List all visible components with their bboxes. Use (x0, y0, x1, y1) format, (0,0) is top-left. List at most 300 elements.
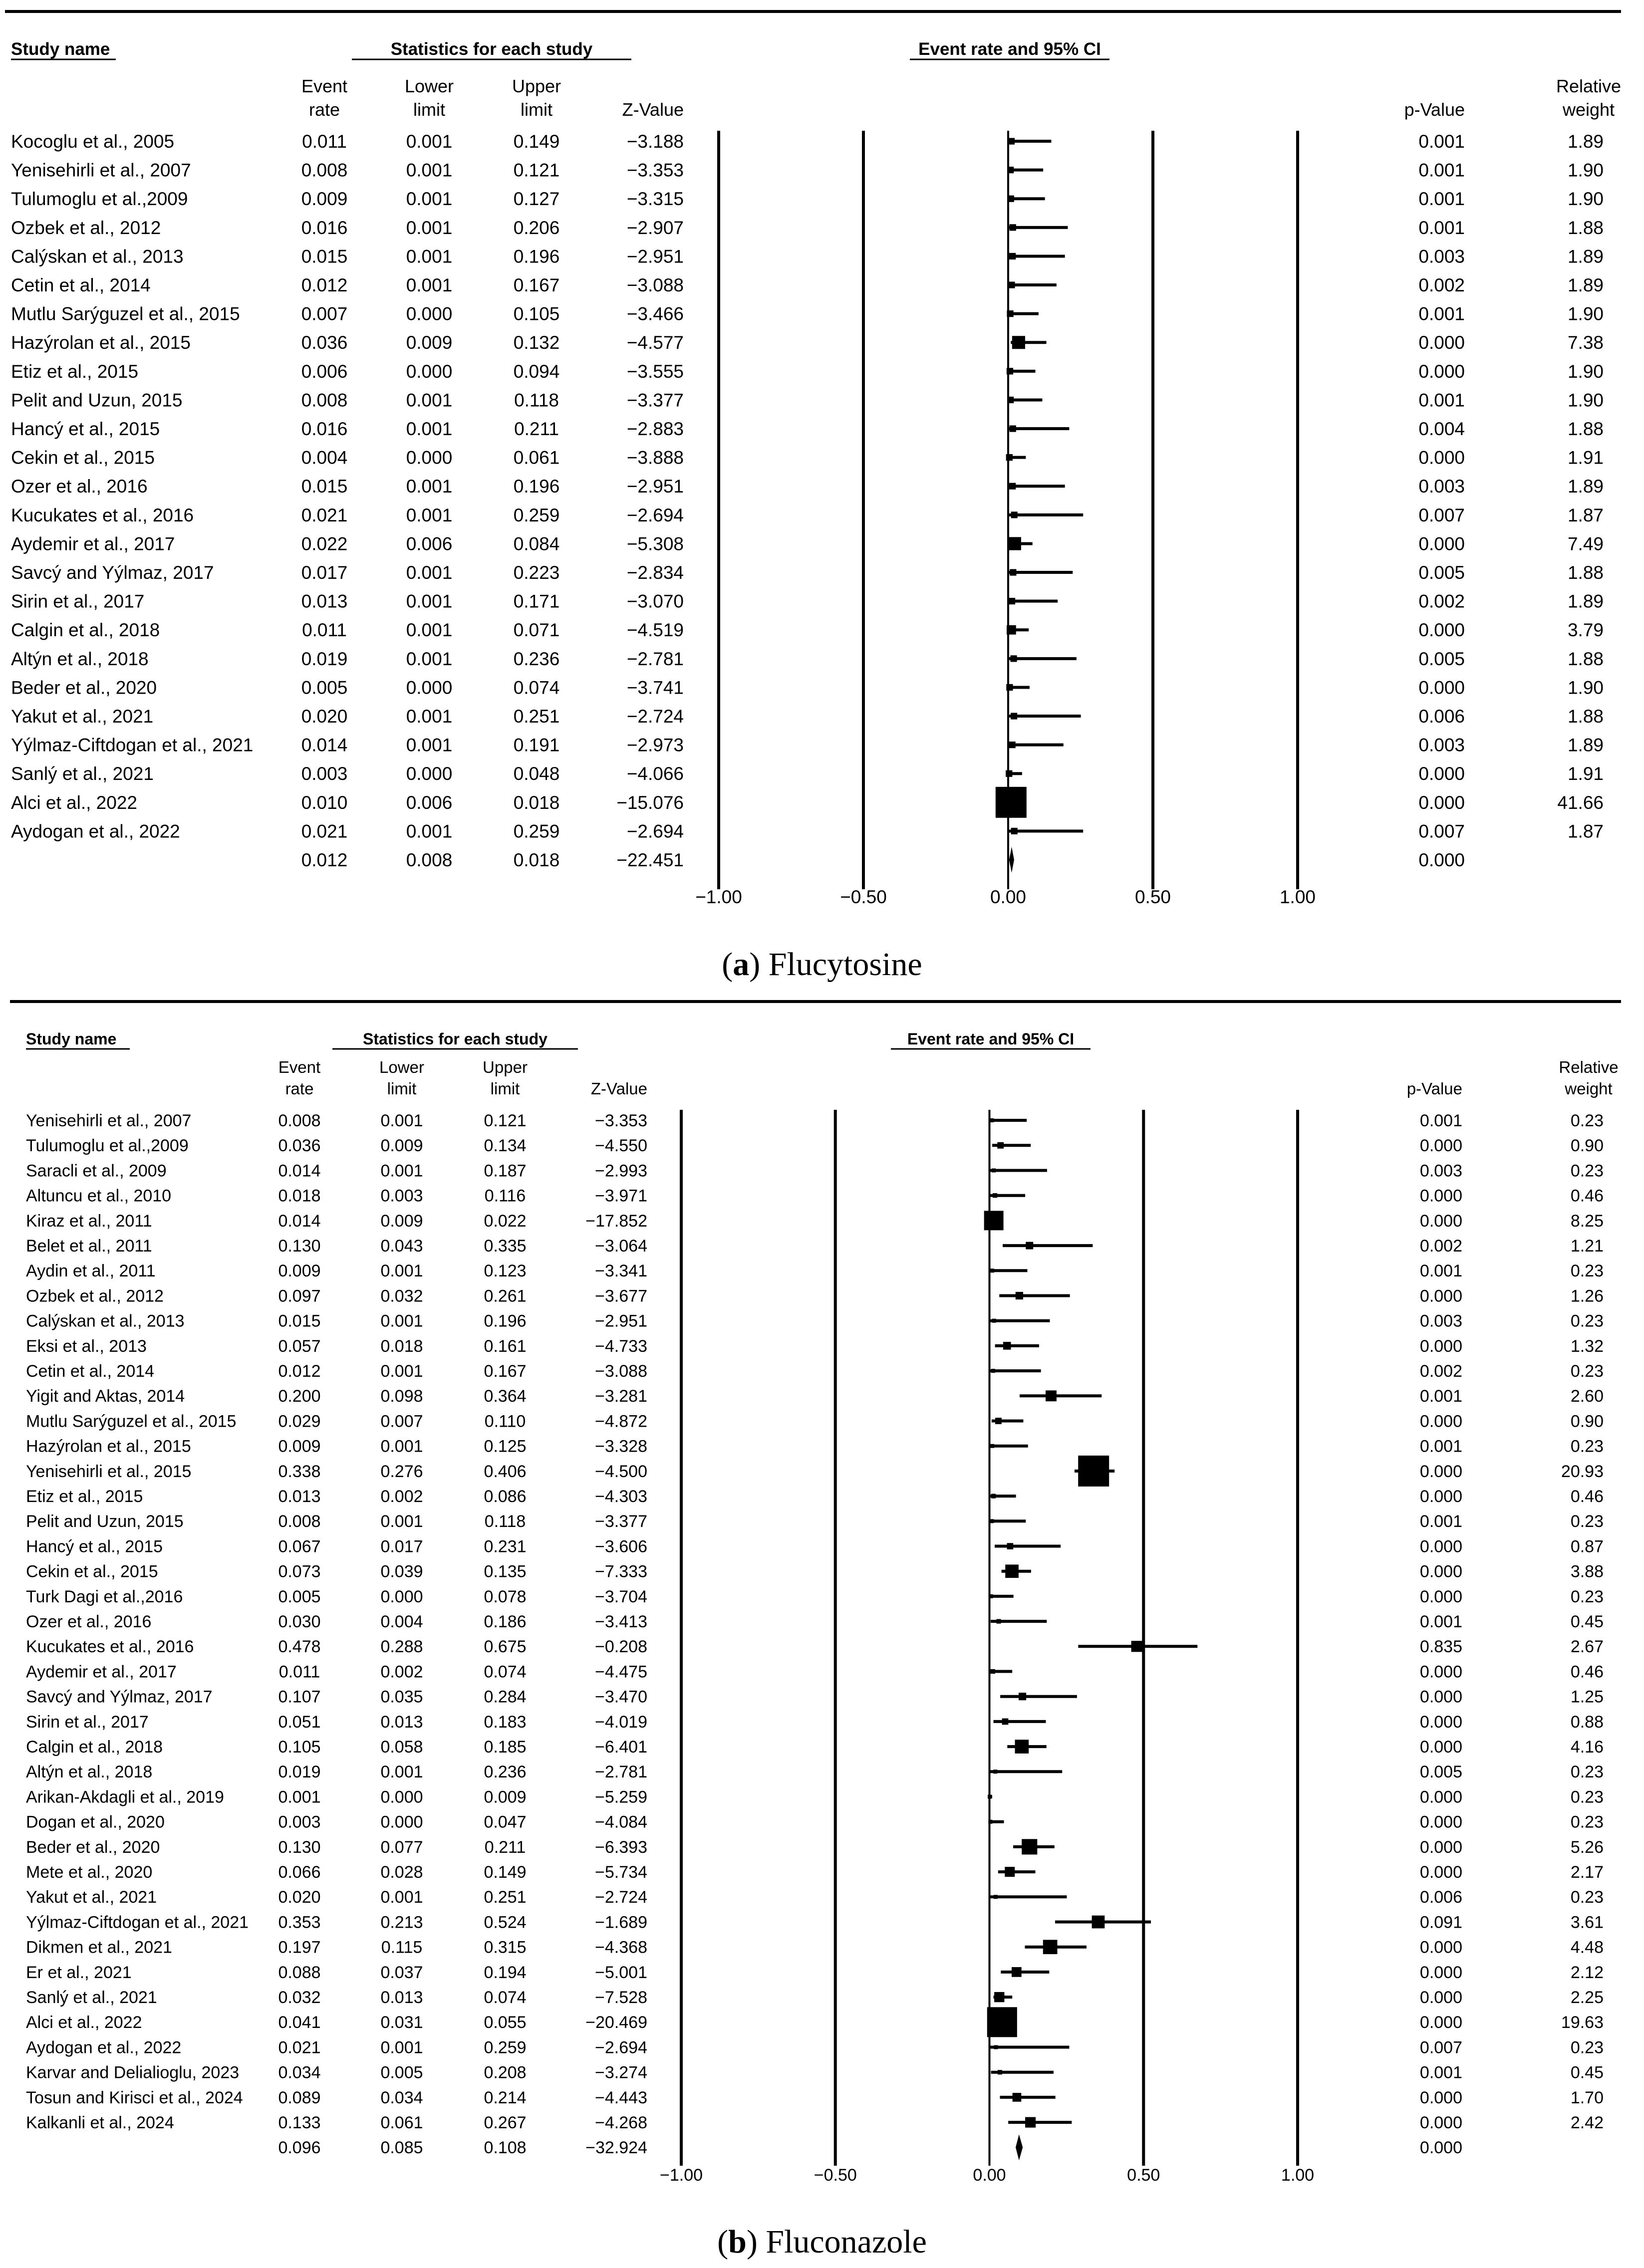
p1-upper-limit-value: 0.118 (484, 1512, 526, 1531)
p1-relative-weight-value: 0.87 (1570, 1537, 1604, 1556)
p1-event-rate-value: 0.036 (278, 1136, 321, 1156)
p0-point-estimate-marker (1007, 397, 1014, 403)
p0-study-name: Mutlu Sarýguzel et al., 2015 (11, 303, 240, 324)
p1-study-name: Etiz et al., 2015 (26, 1487, 143, 1506)
p1-lower-limit-value: 0.288 (380, 1637, 423, 1657)
p1-p-value: 0.003 (1419, 1311, 1462, 1331)
p1-event-rate-value: 0.003 (278, 1812, 321, 1832)
p1-event-rate-value: 0.005 (278, 1587, 321, 1606)
p1-relative-weight-value: 0.23 (1570, 1362, 1604, 1381)
p1-upper-limit-value: 0.135 (484, 1562, 527, 1581)
p1-study-name: Calýskan et al., 2013 (26, 1311, 185, 1331)
p1-p-value: 0.000 (1419, 1186, 1462, 1206)
p0-upper-limit-value: 0.191 (513, 735, 560, 756)
p1-upper-limit-value: 0.261 (484, 1286, 527, 1306)
caption-a: (a) Flucytosine (722, 946, 922, 983)
p1-z-value: −4.500 (595, 1462, 647, 1481)
p0-relative-weight-value: 1.89 (1567, 476, 1604, 497)
p1-z-value: −5.734 (595, 1863, 647, 1882)
p0-event-rate-value: 0.009 (301, 189, 348, 210)
p1-relative-weight-value: 0.23 (1570, 2038, 1604, 2057)
p1-point-estimate-marker (988, 1820, 992, 1824)
p1-upper-limit-value: 0.123 (484, 1261, 527, 1281)
p1-study-name: Dogan et al., 2020 (26, 1812, 165, 1832)
p1-upper-limit-value: 0.335 (484, 1237, 527, 1256)
p0-study-name: Hazýrolan et al., 2015 (11, 332, 191, 353)
p1-p-value: 0.003 (1419, 1161, 1462, 1181)
p1-point-estimate-marker (1007, 1543, 1014, 1549)
p1-relative-weight-value: 2.17 (1570, 1863, 1604, 1882)
p1-p-value: 0.000 (1419, 1136, 1462, 1156)
p1-x-tick-label: −0.50 (814, 2166, 857, 2185)
p1-study-name: Yenisehirli et al., 2015 (26, 1462, 192, 1481)
p1-p-value: 0.000 (1419, 1837, 1462, 1857)
p1-point-estimate-marker (1003, 1342, 1011, 1350)
p1-event-rate-value: 0.200 (278, 1387, 321, 1406)
p1-upper-limit-value: 0.236 (484, 1763, 527, 1782)
p0-lower-limit-value: 0.001 (406, 131, 453, 152)
p1-event-rate-value: 0.034 (278, 2063, 321, 2082)
p0-lower-limit-value: 0.000 (406, 303, 453, 324)
p1-event-rate-value: 0.057 (278, 1336, 321, 1356)
p1-lower-limit-value: 0.001 (380, 1161, 423, 1181)
p0-study-name: Hancý et al., 2015 (11, 419, 160, 439)
p0-relative-weight-value: 1.90 (1567, 189, 1604, 210)
p0-z-value: −3.466 (626, 303, 684, 324)
p0-p-value: 0.006 (1418, 706, 1465, 727)
p1-study-name: Eksi et al., 2013 (26, 1336, 147, 1356)
p0-z-value: −3.070 (626, 591, 684, 612)
p1-lower-limit-value: 0.037 (380, 1963, 423, 1982)
p1-relative-weight-value: 0.45 (1570, 2063, 1604, 2082)
p1-relative-weight-value: 0.23 (1570, 1261, 1604, 1281)
p1-x-tick-label: −1.00 (659, 2166, 703, 2185)
p1-point-estimate-marker (1002, 1719, 1009, 1725)
p1-point-estimate-marker (1015, 1740, 1029, 1754)
p1-relative-weight-value: 0.88 (1570, 1712, 1604, 1732)
p0-upper-limit-value: 0.127 (513, 189, 560, 210)
p1-p-value: 0.000 (1419, 2113, 1462, 2132)
p0-upper-limit-value: 0.236 (513, 648, 560, 669)
p0-p-value-header: p-Value (1404, 99, 1465, 120)
p0-event-rate-value: 0.012 (301, 275, 348, 295)
p1-z-value: −5.259 (595, 1787, 647, 1807)
p1-lower-limit-value: 0.002 (380, 1662, 423, 1682)
p1-point-estimate-marker (984, 1211, 1004, 1230)
p0-relative-weight-value: 1.89 (1567, 131, 1604, 152)
p0-upper-limit-value: 0.196 (513, 246, 560, 267)
p0-p-value: 0.000 (1418, 620, 1465, 641)
p1-point-estimate-marker (1131, 1641, 1142, 1652)
p1-z-value: −2.781 (595, 1763, 647, 1782)
p1-p-value: 0.001 (1419, 1512, 1462, 1531)
p1-point-estimate-marker (1025, 2117, 1036, 2128)
p0-relative-weight-value: 1.89 (1567, 735, 1604, 756)
p0-lower-limit-header-2: limit (413, 99, 445, 120)
p0-upper-limit-value: 0.167 (513, 275, 560, 295)
p1-lower-limit-value: 0.001 (380, 1888, 423, 1907)
p0-z-value: −4.519 (626, 620, 684, 641)
p0-study-name: Pelit and Uzun, 2015 (11, 390, 183, 411)
p1-x-tick-label: 0.00 (973, 2166, 1006, 2185)
p1-upper-limit-value: 0.009 (484, 1787, 527, 1807)
p0-z-value: −3.088 (626, 275, 684, 295)
p0-relative-weight-value: 1.88 (1567, 648, 1604, 669)
p1-summary-diamond (1016, 2134, 1023, 2160)
p0-event-rate-value: 0.005 (301, 677, 348, 698)
p1-upper-limit-value: 0.251 (484, 1888, 527, 1907)
p1-p-value-header: p-Value (1406, 1079, 1462, 1098)
p0-event-rate-value: 0.016 (301, 217, 348, 238)
p0-event-rate-value: 0.011 (302, 131, 347, 152)
p0-summary-lower-limit: 0.008 (406, 850, 453, 870)
p1-point-estimate-marker (997, 1142, 1004, 1149)
p0-point-estimate-marker (1006, 770, 1012, 777)
p1-relative-weight-value: 0.23 (1570, 1512, 1604, 1531)
p1-z-value: −2.724 (595, 1888, 647, 1907)
p1-relative-weight-value: 0.23 (1570, 1111, 1604, 1130)
p0-lower-limit-value: 0.000 (406, 447, 453, 468)
p1-p-value: 0.001 (1419, 1111, 1462, 1130)
p1-z-value: −7.528 (595, 1988, 647, 2007)
p1-lower-limit-value: 0.028 (380, 1863, 423, 1882)
p0-relative-weight-value: 1.88 (1567, 217, 1604, 238)
p0-p-value: 0.001 (1418, 131, 1465, 152)
p0-point-estimate-marker (1009, 253, 1016, 259)
p0-study-name: Kucukates et al., 2016 (11, 504, 194, 525)
p0-event-rate-value: 0.014 (301, 735, 348, 756)
p0-p-value: 0.005 (1418, 562, 1465, 583)
p1-event-rate-value: 0.030 (278, 1612, 321, 1631)
caption-b: (b) Fluconazole (717, 2224, 927, 2260)
p0-event-rate-value: 0.004 (301, 447, 348, 468)
p1-point-estimate-marker (1026, 1242, 1033, 1250)
p0-event-rate-value: 0.010 (301, 792, 348, 813)
p0-study-name: Savcý and Yýlmaz, 2017 (11, 562, 214, 583)
p0-event-rate-value: 0.022 (301, 533, 348, 554)
p1-lower-limit-value: 0.035 (380, 1687, 423, 1707)
p0-p-value: 0.007 (1418, 821, 1465, 842)
p1-lower-limit-value: 0.007 (380, 1412, 423, 1431)
p1-upper-limit-value: 0.125 (484, 1437, 527, 1456)
p0-study-name: Aydemir et al., 2017 (11, 533, 175, 554)
p1-lower-limit-value: 0.001 (380, 1437, 423, 1456)
p0-upper-limit-value: 0.149 (513, 131, 560, 152)
p0-summary-upper-limit: 0.018 (513, 850, 560, 870)
p1-lower-limit-value: 0.001 (380, 1311, 423, 1331)
p0-relative-weight-value: 1.89 (1567, 246, 1604, 267)
p1-summary-p-value: 0.000 (1419, 2138, 1462, 2158)
p1-study-name: Alci et al., 2022 (26, 2013, 142, 2032)
p1-lower-limit-value: 0.043 (380, 1237, 423, 1256)
p0-relative-weight-value: 1.88 (1567, 562, 1604, 583)
p0-p-value: 0.003 (1418, 246, 1465, 267)
p1-point-estimate-marker (994, 1992, 1004, 2002)
p0-z-value: −2.973 (626, 735, 684, 756)
p1-event-rate-value: 0.130 (278, 1837, 321, 1857)
p0-event-rate-value: 0.006 (301, 361, 348, 382)
p1-event-rate-value: 0.014 (278, 1211, 321, 1231)
p1-event-rate-value: 0.353 (278, 1913, 321, 1932)
p1-lower-limit-value: 0.017 (380, 1537, 423, 1556)
p1-upper-limit-value: 0.134 (484, 1136, 527, 1156)
p0-p-value: 0.000 (1418, 792, 1465, 813)
p1-relative-weight-value: 4.16 (1570, 1738, 1604, 1757)
p1-upper-limit-value: 0.284 (484, 1687, 527, 1707)
p1-lower-limit-value: 0.000 (380, 1787, 423, 1807)
p1-summary-event-rate: 0.096 (278, 2138, 321, 2158)
p1-study-name: Saracli et al., 2009 (26, 1161, 167, 1181)
p1-point-estimate-marker (996, 1619, 1001, 1624)
p0-p-value: 0.002 (1418, 275, 1465, 295)
p1-lower-limit-value: 0.003 (380, 1186, 423, 1206)
p1-z-value: −2.951 (595, 1311, 647, 1331)
p0-event-rate-value: 0.036 (301, 332, 348, 353)
p0-p-value: 0.001 (1418, 189, 1465, 210)
p0-relative-weight-value: 7.49 (1567, 533, 1604, 554)
p0-stats-group-header: Statistics for each study (390, 39, 593, 59)
p1-p-value: 0.000 (1419, 1487, 1462, 1506)
p1-relative-weight-value: 0.46 (1570, 1662, 1604, 1682)
p1-z-value: −2.993 (595, 1161, 647, 1181)
p0-x-tick-label: 0.00 (990, 887, 1027, 907)
p1-study-name: Sirin et al., 2017 (26, 1712, 149, 1732)
p0-lower-limit-value: 0.001 (406, 706, 453, 727)
p1-event-rate-value: 0.073 (278, 1562, 321, 1581)
p1-z-value: −7.333 (595, 1562, 647, 1581)
p0-study-name: Yýlmaz-Ciftdogan et al., 2021 (11, 735, 254, 756)
p1-relative-weight-value: 0.23 (1570, 1161, 1604, 1181)
p1-upper-limit-header: Upper (483, 1058, 528, 1076)
p0-upper-limit-value: 0.071 (513, 620, 560, 641)
p1-lower-limit-value: 0.032 (380, 1286, 423, 1306)
p0-p-value: 0.001 (1418, 303, 1465, 324)
p1-point-estimate-marker (988, 1795, 992, 1799)
p0-point-estimate-marker (1007, 368, 1013, 374)
p1-point-estimate-marker (995, 1418, 1002, 1424)
p0-point-estimate-marker (1008, 281, 1015, 288)
p0-study-name: Sirin et al., 2017 (11, 591, 145, 612)
p0-study-name: Calgin et al., 2018 (11, 620, 160, 641)
p0-z-value: −2.781 (626, 648, 684, 669)
p1-upper-limit-value: 0.167 (484, 1362, 527, 1381)
p1-study-name: Calgin et al., 2018 (26, 1738, 163, 1757)
p1-z-value: −3.353 (595, 1111, 647, 1130)
p1-event-rate-value: 0.066 (278, 1863, 321, 1882)
p0-relative-weight-value: 1.90 (1567, 677, 1604, 698)
p0-lower-limit-value: 0.001 (406, 419, 453, 439)
p1-top-rule (10, 1000, 1621, 1003)
p1-relative-weight-value: 0.23 (1570, 1437, 1604, 1456)
p1-relative-weight-header-2: weight (1565, 1079, 1613, 1098)
p1-p-value: 0.000 (1419, 1211, 1462, 1231)
p0-summary-z-value: −22.451 (616, 850, 684, 870)
p1-point-estimate-marker (990, 1118, 994, 1122)
p1-p-value: 0.000 (1419, 1863, 1462, 1882)
p1-lower-limit-value: 0.039 (380, 1562, 423, 1581)
p1-plot-group-header: Event rate and 95% CI (907, 1030, 1075, 1048)
p0-event-rate-value: 0.008 (301, 160, 348, 181)
p0-relative-weight-value: 1.90 (1567, 160, 1604, 181)
p0-lower-limit-value: 0.001 (406, 189, 453, 210)
p0-upper-limit-value: 0.259 (513, 821, 560, 842)
p1-z-value: −5.001 (595, 1963, 647, 1982)
p0-x-tick-label: 1.00 (1279, 887, 1316, 907)
p1-p-value: 0.001 (1419, 1612, 1462, 1631)
p0-study-name: Cetin et al., 2014 (11, 275, 151, 295)
p1-relative-weight-value: 0.45 (1570, 1612, 1604, 1631)
p1-z-value: −3.413 (595, 1612, 647, 1631)
p0-relative-weight-header: Relative (1556, 76, 1622, 96)
p0-p-value: 0.001 (1418, 160, 1465, 181)
p0-z-value: −3.888 (626, 447, 684, 468)
p0-event-rate-value: 0.017 (301, 562, 348, 583)
p1-z-value: −20.469 (585, 2013, 647, 2032)
p0-z-value: −4.577 (626, 332, 684, 353)
p0-study-name: Ozbek et al., 2012 (11, 217, 161, 238)
p0-lower-limit-value: 0.001 (406, 275, 453, 295)
p1-relative-weight-value: 0.46 (1570, 1186, 1604, 1206)
p0-lower-limit-value: 0.001 (406, 735, 453, 756)
p0-study-name: Yenisehirli et al., 2007 (11, 160, 191, 181)
p1-z-value: −6.401 (595, 1738, 647, 1757)
p1-p-value: 0.000 (1419, 2088, 1462, 2107)
p1-upper-limit-value: 0.406 (484, 1462, 527, 1481)
p1-study-name: Turk Dagi et al.,2016 (26, 1587, 183, 1606)
p1-p-value: 0.000 (1419, 1963, 1462, 1982)
p0-study-name: Aydogan et al., 2022 (11, 821, 180, 842)
p1-p-value: 0.000 (1419, 1587, 1462, 1606)
p0-study-name: Altýn et al., 2018 (11, 648, 149, 669)
p1-lower-limit-value: 0.004 (380, 1612, 423, 1631)
p1-relative-weight-value: 3.61 (1570, 1913, 1604, 1932)
p1-z-value: −0.208 (595, 1637, 647, 1657)
p1-p-value: 0.001 (1419, 2063, 1462, 2082)
p1-lower-limit-value: 0.031 (380, 2013, 423, 2032)
p0-p-value: 0.001 (1418, 390, 1465, 411)
p0-study-name-header: Study name (11, 39, 110, 59)
p1-study-name: Savcý and Yýlmaz, 2017 (26, 1687, 213, 1707)
p1-event-rate-value: 0.041 (278, 2013, 321, 2032)
p1-p-value: 0.000 (1419, 1462, 1462, 1481)
p1-z-value: −3.470 (595, 1687, 647, 1707)
p0-upper-limit-value: 0.206 (513, 217, 560, 238)
p1-study-name-header: Study name (26, 1030, 117, 1048)
p1-point-estimate-marker (990, 1519, 994, 1523)
p0-lower-limit-value: 0.001 (406, 476, 453, 497)
p1-event-rate-value: 0.001 (278, 1787, 321, 1807)
p1-p-value: 0.000 (1419, 1712, 1462, 1732)
p1-p-value: 0.000 (1419, 1787, 1462, 1807)
p0-event-rate-value: 0.015 (301, 476, 348, 497)
p1-p-value: 0.000 (1419, 1412, 1462, 1431)
p1-lower-limit-value: 0.009 (380, 1136, 423, 1156)
p1-event-rate-value: 0.009 (278, 1261, 321, 1281)
p1-study-name: Beder et al., 2020 (26, 1837, 160, 1857)
p1-event-rate-value: 0.012 (278, 1362, 321, 1381)
p0-summary-event-rate: 0.012 (301, 850, 348, 870)
p0-study-name: Kocoglu et al., 2005 (11, 131, 175, 152)
p1-study-name: Belet et al., 2011 (26, 1237, 152, 1256)
p1-study-name: Er et al., 2021 (26, 1963, 132, 1982)
p1-event-rate-header-2: rate (285, 1079, 314, 1098)
p1-p-value: 0.000 (1419, 1738, 1462, 1757)
p1-point-estimate-marker (1078, 1456, 1109, 1487)
p1-study-name: Kiraz et al., 2011 (26, 1211, 152, 1231)
p0-point-estimate-marker (1010, 224, 1016, 231)
p0-study-name: Cekin et al., 2015 (11, 447, 155, 468)
p1-point-estimate-marker (989, 1594, 993, 1598)
p1-relative-weight-value: 0.23 (1570, 1787, 1604, 1807)
p0-point-estimate-marker (1006, 454, 1013, 461)
p1-upper-limit-value: 0.078 (484, 1587, 527, 1606)
p0-summary-p-value: 0.000 (1418, 850, 1465, 870)
p1-p-value: 0.000 (1419, 1286, 1462, 1306)
p1-relative-weight-value: 3.88 (1570, 1562, 1604, 1581)
p1-point-estimate-marker (1013, 2093, 1022, 2102)
p0-relative-weight-value: 1.91 (1567, 763, 1604, 784)
p1-z-value: −4.872 (595, 1412, 647, 1431)
p1-point-estimate-marker (1005, 1867, 1015, 1877)
p1-event-rate-header: Event (278, 1058, 321, 1076)
p0-relative-weight-value: 1.90 (1567, 361, 1604, 382)
p0-p-value: 0.005 (1418, 648, 1465, 669)
p0-relative-weight-value: 1.89 (1567, 275, 1604, 295)
p1-upper-limit-value: 0.047 (484, 1812, 527, 1832)
p1-event-rate-value: 0.020 (278, 1888, 321, 1907)
p0-point-estimate-marker (1007, 310, 1013, 317)
p1-lower-limit-header: Lower (379, 1058, 424, 1076)
p0-event-rate-value: 0.003 (301, 763, 348, 784)
p1-point-estimate-marker (1022, 1839, 1037, 1854)
p0-upper-limit-value: 0.018 (513, 792, 560, 813)
p0-event-rate-value: 0.019 (301, 648, 348, 669)
p0-event-rate-value: 0.021 (301, 821, 348, 842)
p1-point-estimate-marker (992, 1169, 996, 1173)
p1-relative-weight-value: 2.25 (1570, 1988, 1604, 2007)
p1-point-estimate-marker (994, 1895, 998, 1899)
p0-p-value: 0.000 (1418, 447, 1465, 468)
p1-z-value: −4.368 (595, 1938, 647, 1957)
p0-relative-weight-value: 3.79 (1567, 620, 1604, 641)
p0-lower-limit-value: 0.001 (406, 504, 453, 525)
p1-lower-limit-value: 0.001 (380, 1111, 423, 1130)
p0-lower-limit-value: 0.001 (406, 390, 453, 411)
p1-event-rate-value: 0.107 (278, 1687, 321, 1707)
p0-event-rate-value: 0.020 (301, 706, 348, 727)
p0-z-value: −2.694 (626, 821, 684, 842)
p0-point-estimate-marker (996, 787, 1027, 818)
p0-upper-limit-value: 0.094 (513, 361, 560, 382)
p0-point-estimate-marker (1009, 598, 1015, 604)
p0-relative-weight-value: 7.38 (1567, 332, 1604, 353)
p1-p-value: 0.005 (1419, 1763, 1462, 1782)
p0-point-estimate-marker (1007, 625, 1016, 635)
p1-z-value: −3.677 (595, 1286, 647, 1306)
p1-relative-weight-value: 1.21 (1570, 1237, 1604, 1256)
p1-x-tick-label: 0.50 (1127, 2166, 1160, 2185)
p0-p-value: 0.000 (1418, 332, 1465, 353)
p1-upper-limit-value: 0.194 (484, 1963, 527, 1982)
p1-study-name: Tosun and Kirisci et al., 2024 (26, 2088, 243, 2107)
p0-z-value: −2.883 (626, 419, 684, 439)
p1-event-rate-value: 0.014 (278, 1161, 321, 1181)
p1-z-value: −4.084 (595, 1812, 647, 1832)
p1-z-value: −17.852 (585, 1211, 647, 1231)
p0-event-rate-value: 0.008 (301, 390, 348, 411)
p1-relative-weight-value: 0.23 (1570, 1812, 1604, 1832)
p1-z-value: −3.274 (595, 2063, 647, 2082)
